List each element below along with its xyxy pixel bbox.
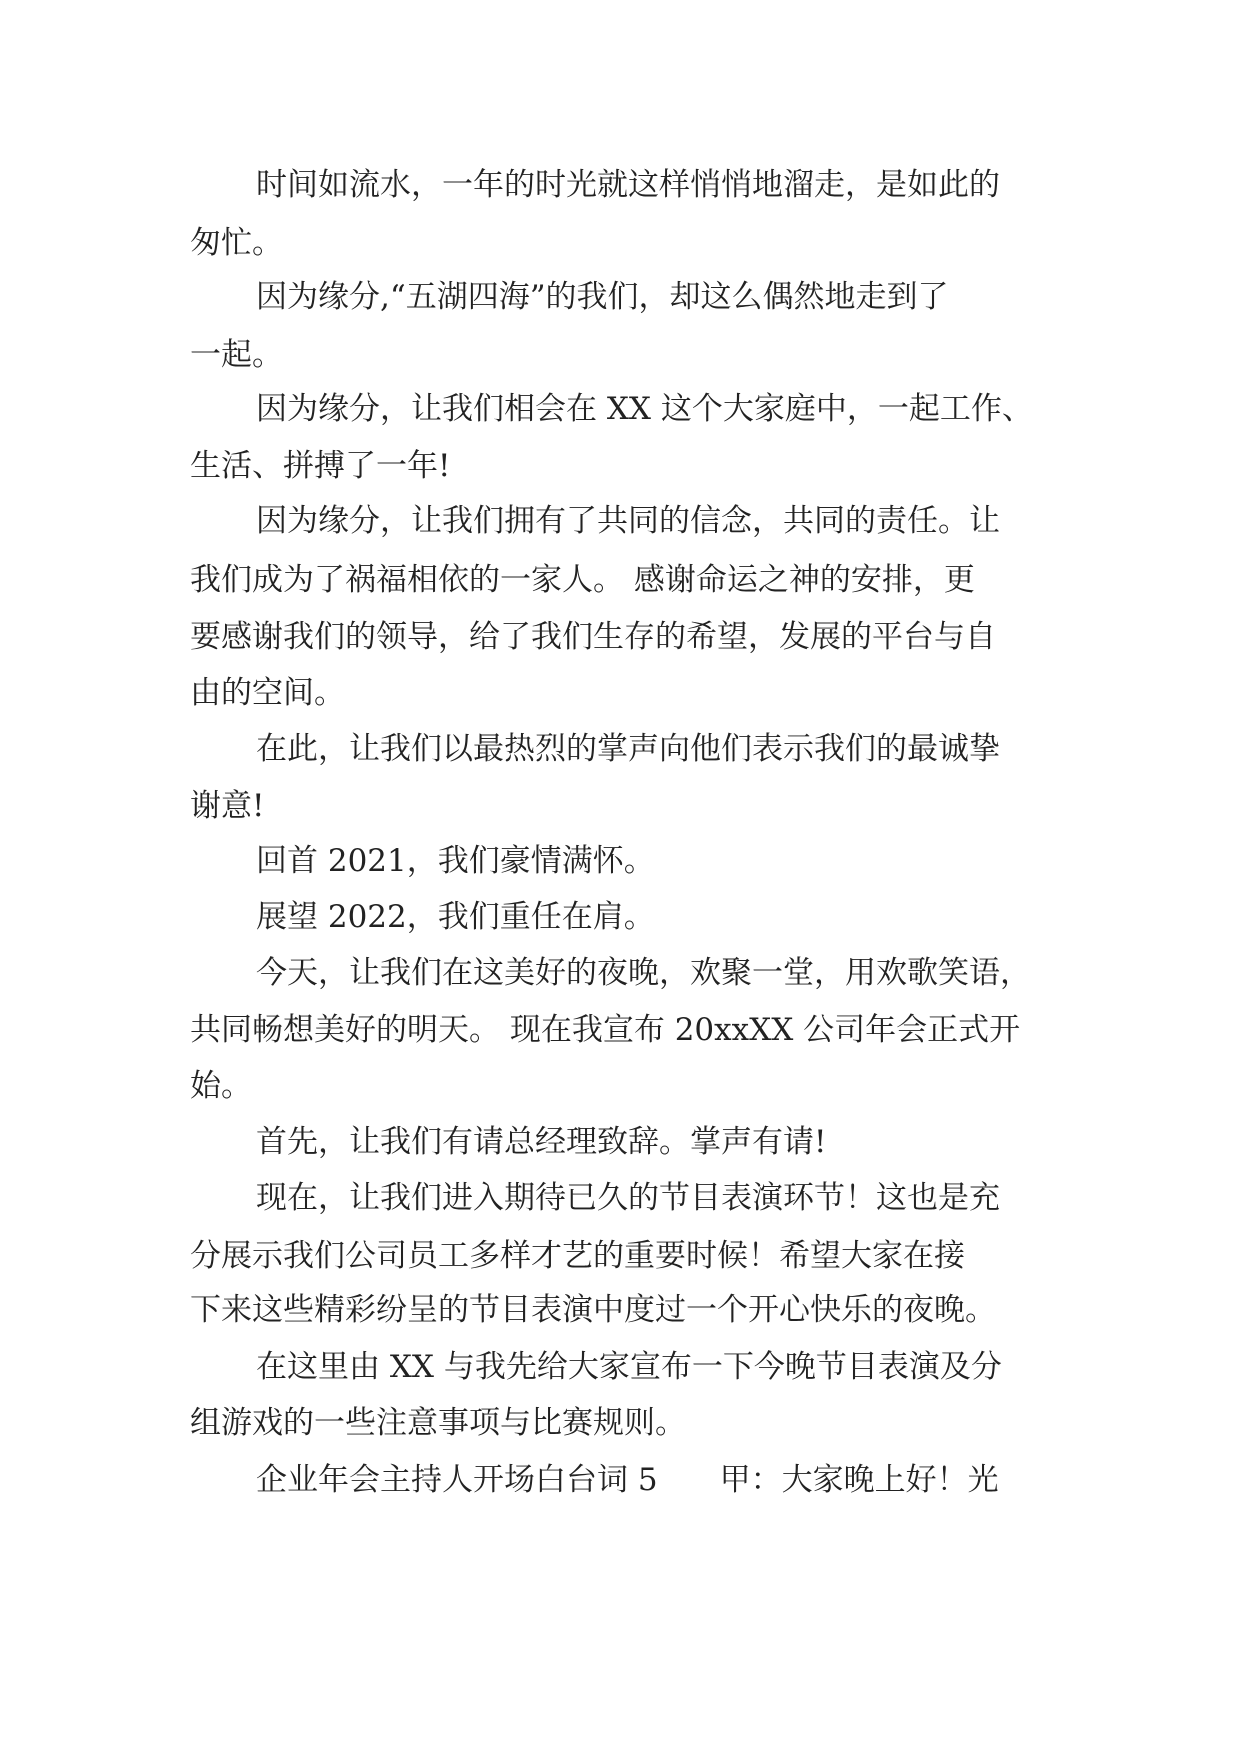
text-line: 因为缘分,“五湖四海”的我们，却这么偶然地走到了: [256, 279, 949, 315]
text-line: 时间如流水，一年的时光就这样悄悄地溜走，是如此的: [256, 167, 1000, 203]
text-line: 始。: [190, 1068, 252, 1104]
text-line: 生活、拼搏了一年!: [190, 448, 451, 484]
text-line: 我们成为了祸福相依的一家人。 感谢命运之神的安排，更: [190, 562, 975, 598]
text-line: 要感谢我们的领导，给了我们生存的希望，发展的平台与自: [190, 619, 996, 655]
text-line: 由的空间。: [190, 675, 345, 711]
text-line: 因为缘分，让我们相会在 XX 这个大家庭中，一起工作、: [256, 391, 1033, 427]
text-line: 回首 2021，我们豪情满怀。: [256, 843, 655, 879]
text-line: 共同畅想美好的明天。 现在我宣布 20xxXX 公司年会正式开: [190, 1012, 1021, 1048]
text-line: 首先，让我们有请总经理致辞。掌声有请!: [256, 1124, 827, 1160]
text-line: 在这里由 XX 与我先给大家宣布一下今晚节目表演及分: [256, 1349, 1002, 1385]
text-line: 企业年会主持人开场白台词 5 甲：大家晚上好！光: [256, 1462, 999, 1498]
text-line: 匆忙。: [190, 225, 283, 261]
text-line: 分展示我们公司员工多样才艺的重要时候！希望大家在接: [190, 1238, 965, 1274]
text-line: 因为缘分，让我们拥有了共同的信念，共同的责任。让: [256, 503, 1000, 539]
text-line: 下来这些精彩纷呈的节目表演中度过一个开心快乐的夜晚。: [190, 1292, 996, 1328]
text-line: 组游戏的一些注意事项与比赛规则。: [190, 1405, 686, 1441]
text-line: 现在，让我们进入期待已久的节目表演环节！这也是充: [256, 1180, 1000, 1216]
text-line: 在此，让我们以最热烈的掌声向他们表示我们的最诚挚: [256, 731, 1000, 767]
text-line: 展望 2022，我们重任在肩。: [256, 899, 655, 935]
text-line: 今天，让我们在这美好的夜晚，欢聚一堂，用欢歌笑语，: [256, 955, 1031, 991]
text-line: 一起。: [190, 337, 283, 373]
text-line: 谢意!: [190, 788, 265, 824]
